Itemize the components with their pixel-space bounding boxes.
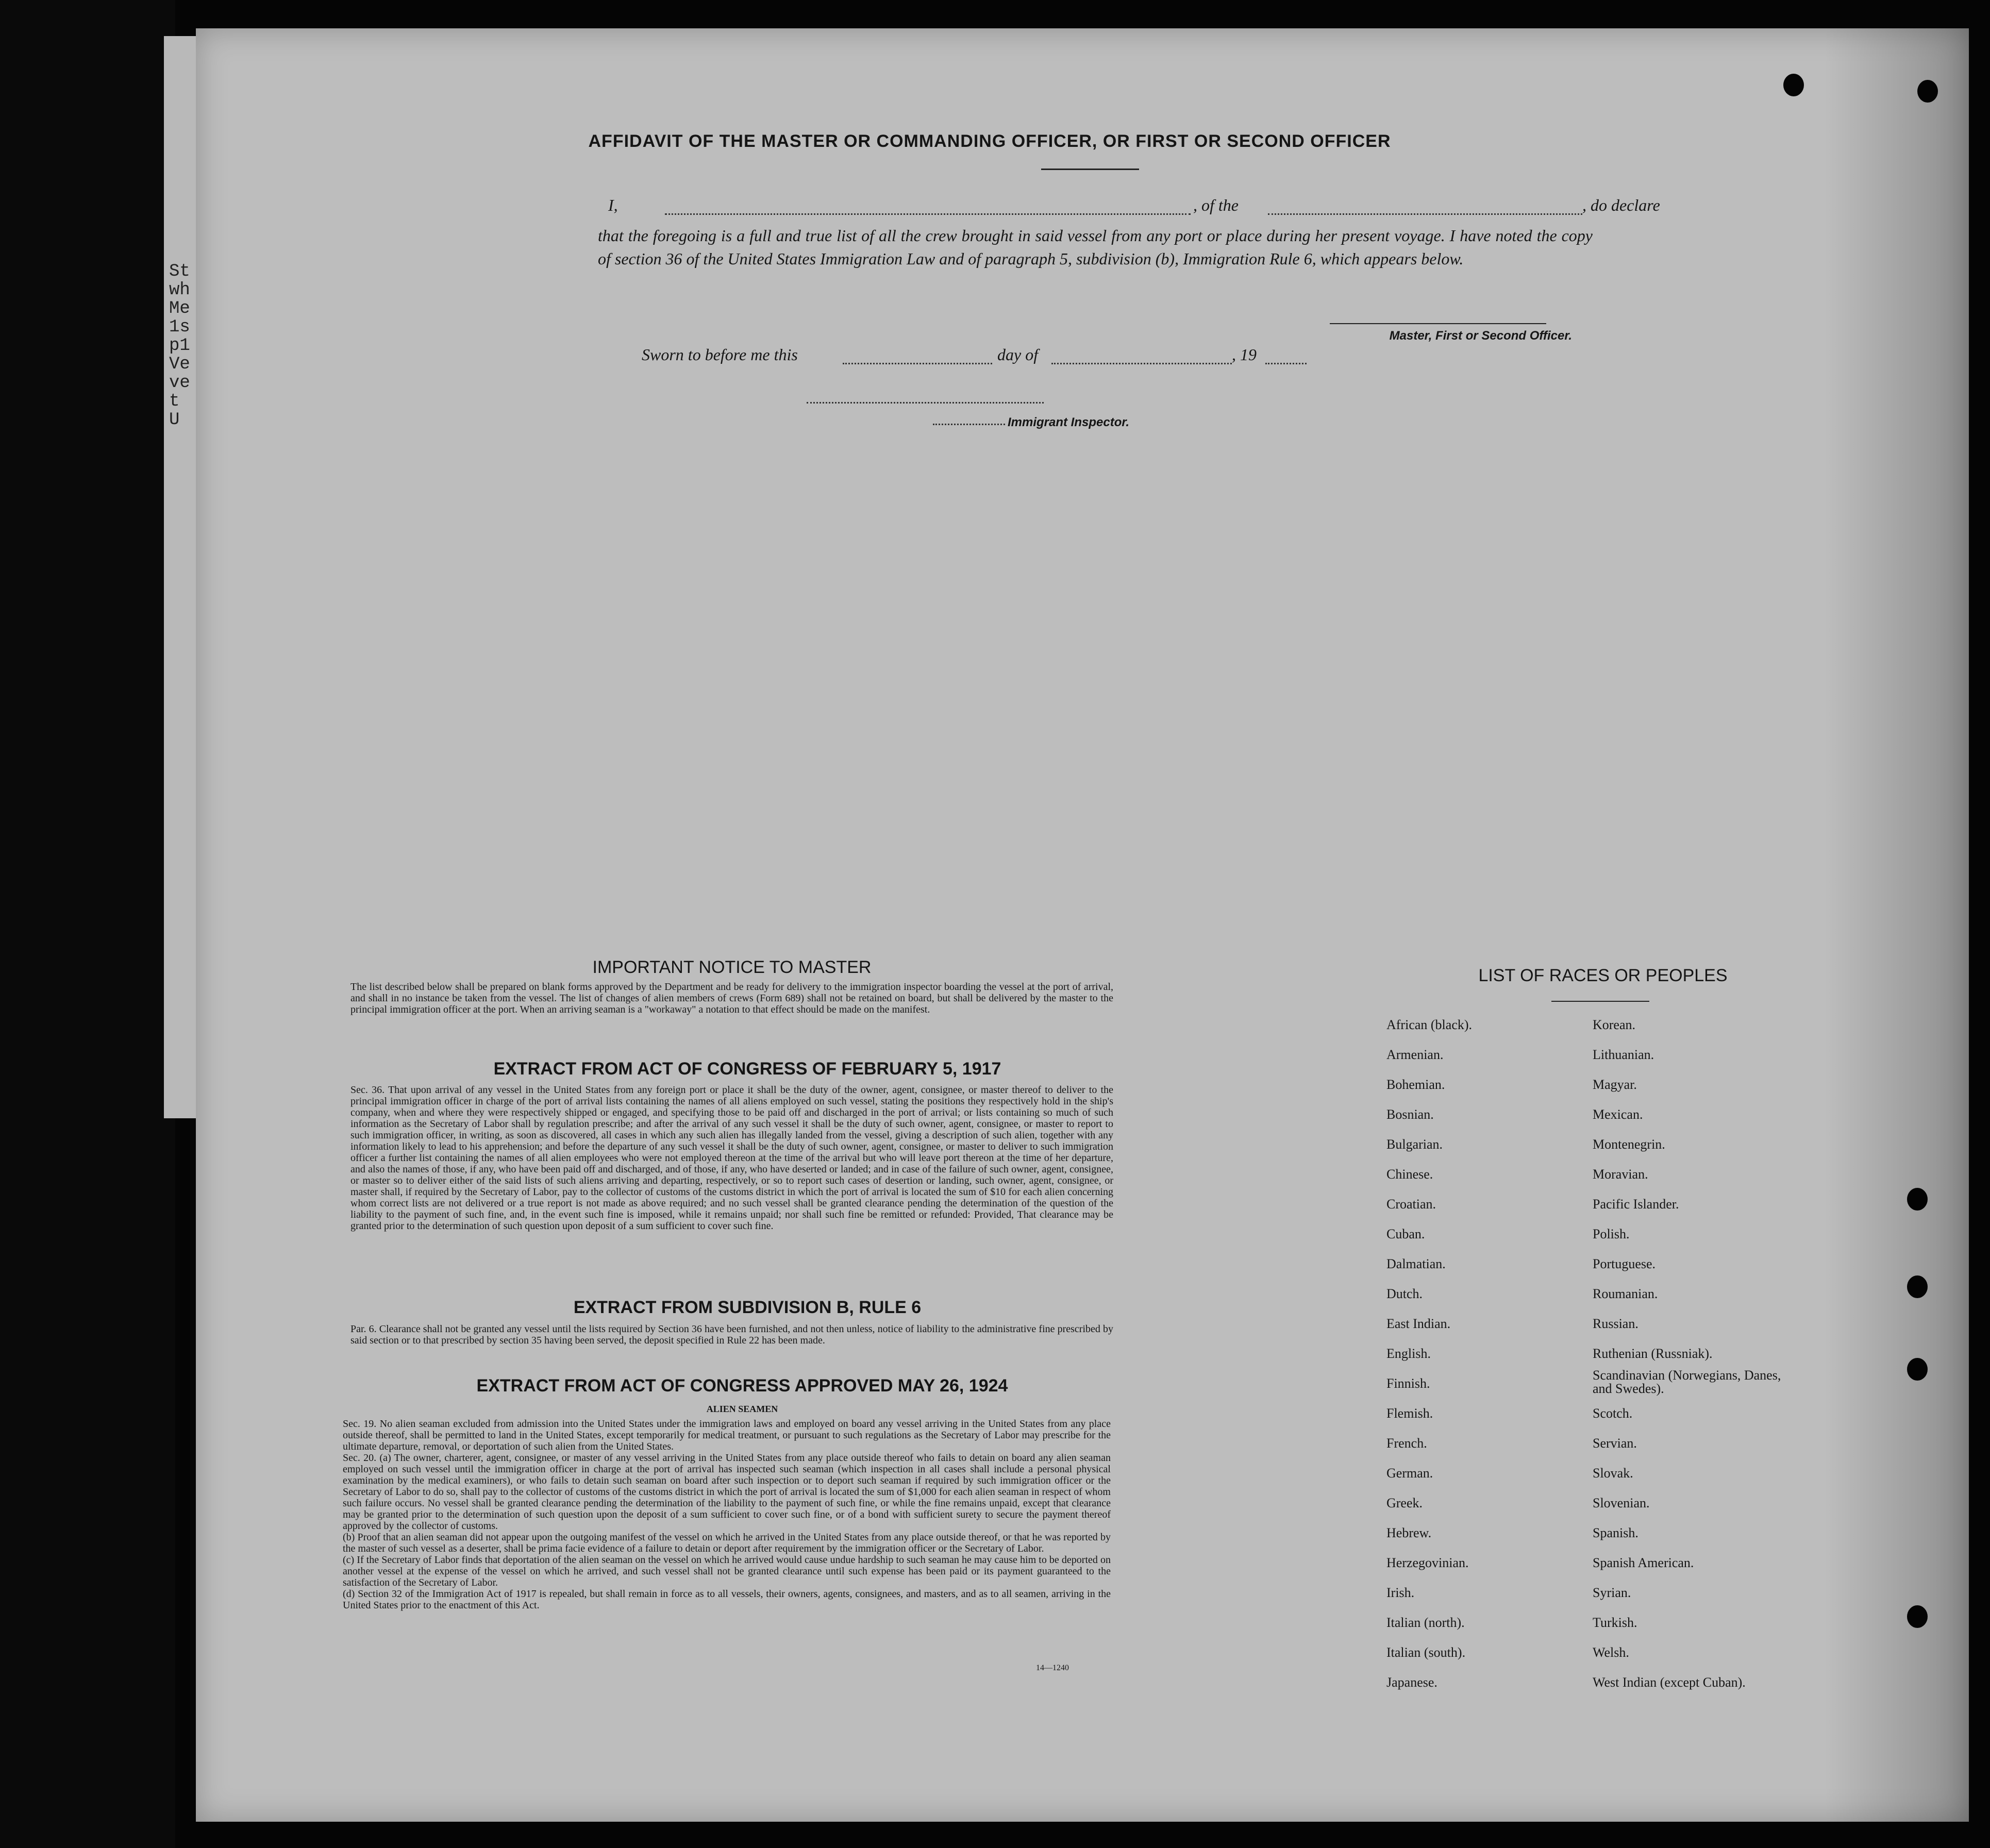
race-item: Spanish. — [1593, 1525, 1638, 1540]
underlying-text-fragment: St — [169, 262, 190, 281]
race-item: Irish. — [1386, 1585, 1415, 1600]
race-item: Herzegovinian. — [1386, 1555, 1469, 1570]
race-item: Turkish. — [1593, 1615, 1637, 1630]
race-item: Hebrew. — [1386, 1525, 1432, 1540]
race-item: Slovenian. — [1593, 1496, 1650, 1510]
race-item: Moravian. — [1593, 1167, 1648, 1182]
race-item: East Indian. — [1386, 1316, 1451, 1331]
sworn-year: , 19 — [1232, 345, 1257, 364]
race-item: French. — [1386, 1436, 1427, 1451]
race-item: Roumanian. — [1593, 1286, 1658, 1301]
sworn-day-of: day of — [997, 345, 1039, 364]
sworn-statement-line — [642, 345, 1312, 368]
form-number: 14—1240 — [1036, 1664, 1069, 1672]
alien-seamen-subtitle: ALIEN SEAMEN — [706, 1404, 778, 1414]
declarant-name-field[interactable] — [665, 213, 1191, 215]
inspector-signature-line-2[interactable] — [933, 424, 1005, 425]
race-item: African (black). — [1386, 1017, 1473, 1032]
declarant-prefix: I, — [608, 196, 618, 214]
underlying-text-fragment: Ve — [169, 355, 190, 374]
race-item: Flemish. — [1386, 1406, 1433, 1421]
master-signature-label: Master, First or Second Officer. — [1389, 329, 1572, 343]
underlying-text-fragment: wh — [169, 280, 190, 300]
sworn-year-field[interactable] — [1265, 363, 1307, 364]
race-item: Syrian. — [1593, 1585, 1631, 1600]
race-item: Bosnian. — [1386, 1107, 1434, 1122]
race-item: Armenian. — [1386, 1047, 1444, 1062]
extract-1917-text: Sec. 36. That upon arrival of any vessel in the United States from any foreign port or place it shall be the duty of the owner, agent, consignee, or master thereof to deliver to the principal immigration officer in charge of the port of arrival lists containing the names of all aliens employed on such vessel, stating the positions they respectively hold in the ship's company, when and where they were respectively shipped or engaged, and specifying those to be paid off and discharged in the port of arrival; or lists containing so much of such information as the Secretary of Labor shall by regulation prescribe; and after the arrival of any such vessel it shall be the duty of such owner, agent, consignee, or master to report to such immigration officer, in writing, as soon as discovered, all cases in which any such alien has illegally landed from the vessel, giving a description of such alien, together with any information likely to lead to his apprehension; and before the departure of any such vessel it shall be the duty of such owner, agent, consignee, or master to deliver to such immigration officer a further list containing the names of all alien employees who were not employed thereon at the time of the arrival but who will leave port thereon at the time of her departure, and also the names of those, if any, who have been paid off and discharged, and of those, if any, who have deserted or landed; and in case of the failure of such owner, agent, consignee, or master so to deliver either of the said lists of such aliens arriving and departing, respectively, or so to report such cases of desertion or landing, such owner, agent, consignee, or master shall, if required by the Secretary of Labor, pay to the collector of customs of the customs district in which the port of arrival is located the sum of $10 for each alien concerning whom correct lists are not delivered or a true report is not made as above required; and no such vessel shall be granted clearance pending the determination of the question of the liability to the payment of such fine, and, in the event such fine is imposed, while it remains unpaid; nor shall such fine be remitted or refunded: Provided, That clearance may be granted prior to the determination of such question upon deposit of a sum sufficient to cover such fine. — [350, 1084, 1113, 1232]
punch-hole — [1783, 74, 1804, 96]
underlying-text-fragment: 1s — [169, 317, 190, 337]
race-item: Polish. — [1593, 1227, 1630, 1241]
races-title: LIST OF RACES OR PEOPLES — [1478, 966, 1728, 985]
race-item: Welsh. — [1593, 1645, 1629, 1660]
punch-hole — [1907, 1605, 1928, 1628]
race-item: Cuban. — [1386, 1227, 1425, 1241]
sworn-prefix: Sworn to before me this — [642, 345, 798, 364]
races-column-left — [1386, 1010, 1472, 1698]
punch-hole — [1907, 1188, 1928, 1211]
sworn-day-field[interactable] — [843, 363, 992, 364]
extract-rule6-title: EXTRACT FROM SUBDIVISION B, RULE 6 — [573, 1298, 922, 1317]
extract-1924-text — [343, 1418, 1111, 1611]
underlying-text-fragment: t — [169, 392, 180, 411]
underlying-text-fragment: Me — [169, 299, 190, 318]
sec-20a-text: Sec. 20. (a) The owner, charterer, agent, consignee, or master of any vessel arriving in the United States from any place outside thereof who fails to detain on board any alien seaman employed on such vessel until the immigration officer in charge at the port of arrival has inspected such seaman (which inspection in all cases shall include a personal physical examination by the medical examiners), or who fails to detain such seaman on board after such inspection or to deport such seaman if required by such immigration officer or the Secretary of Labor to do so, shall pay to the collector of customs of the customs district in which the port of arrival is located the sum of $1,000 for each alien seaman in respect of whom such failure occurs. No vessel shall be granted clearance pending the determination of the liability to the payment of such fine, or while the fine remains unpaid, except that clearance may be granted prior to the determination of such question upon the deposit of a sum sufficient to cover such fine, or of a bond with sufficient surety to secure the payment thereof approved by the collector of customs. — [343, 1452, 1111, 1532]
signature-line[interactable] — [1330, 323, 1546, 324]
race-item: Ruthenian (Russniak). — [1593, 1346, 1713, 1361]
punch-hole — [1907, 1275, 1928, 1298]
vessel-prefix: , of the — [1193, 196, 1239, 214]
race-item: Italian (north). — [1386, 1615, 1465, 1630]
race-item: Korean. — [1593, 1017, 1636, 1032]
race-item: Bulgarian. — [1386, 1137, 1443, 1152]
race-item: Slovak. — [1593, 1466, 1633, 1481]
race-item: Portuguese. — [1593, 1256, 1656, 1271]
scan-dark-edge — [0, 0, 175, 1848]
race-item: West Indian (except Cuban). — [1593, 1675, 1746, 1690]
race-item: Greek. — [1386, 1496, 1423, 1510]
race-item: Dutch. — [1386, 1286, 1423, 1301]
punch-hole — [1917, 80, 1938, 103]
races-title-rule — [1551, 1001, 1649, 1002]
race-item: Scotch. — [1593, 1406, 1633, 1421]
notice-text: The list described below shall be prepared on blank forms approved by the Department and be ready for delivery to the immigration inspector boarding the vessel at the port of arrival, and shall in no instance be taken from the vessel. The list of changes of alien members of crews (Form 689) shall not be retained on board, but shall be delivered by the master to the principal immigration officer at the port. When an arriving seaman is a "workaway" a notation to that effect should be made on the manifest. — [350, 981, 1113, 1015]
vessel-name-field[interactable] — [1268, 213, 1582, 215]
race-item: Dalmatian. — [1386, 1256, 1446, 1271]
race-item: Pacific Islander. — [1593, 1197, 1679, 1212]
extract-1924-title: EXTRACT FROM ACT OF CONGRESS APPROVED MAY 26, 1924 — [476, 1376, 1008, 1396]
underlying-text-fragment: U — [169, 410, 180, 430]
race-item: Japanese. — [1386, 1675, 1437, 1690]
race-item: Russian. — [1593, 1316, 1638, 1331]
race-item: Finnish. — [1386, 1376, 1430, 1391]
race-item: Croatian. — [1386, 1197, 1436, 1212]
race-item: English. — [1386, 1346, 1431, 1361]
inspector-signature-line[interactable] — [807, 402, 1044, 404]
extract-rule6-text: Par. 6. Clearance shall not be granted any vessel until the lists required by Section 36 have been furnished, and not then unless, notice of liability to the administrative fine prescribed by said section or to that prescribed by section 35 having been served, the deposit specified in Rule 22 has been made. — [350, 1323, 1113, 1346]
affidavit-title: AFFIDAVIT OF THE MASTER OR COMMANDING OFFICER, OR FIRST OR SECOND OFFICER — [588, 131, 1391, 151]
underlying-text-fragment: ve — [169, 373, 190, 393]
sec-20c-text: (c) If the Secretary of Labor finds that deportation of the alien seaman on the vessel on which he arrived would cause undue hardship to such seaman he may cause him to be deported on another vessel at the expense of the vessel on which he arrived, and such vessel shall not be granted clearance until such expense has been paid or its payment guaranteed to the satisfaction of the Secretary of Labor. — [343, 1554, 1111, 1588]
declare-suffix: , do declare — [1582, 196, 1660, 214]
races-column-right — [1593, 1010, 1788, 1698]
underlying-text-fragment: p1 — [169, 336, 190, 356]
notice-title: IMPORTANT NOTICE TO MASTER — [592, 957, 872, 977]
affidavit-body: that the foregoing is a full and true list of all the crew brought in said vessel from any port or place during her present voyage. I have noted the copy of section 36 of the United States Immigration Law and of paragraph 5, subdivision (b), Immigration Rule 6, which appears below. — [598, 226, 1593, 268]
race-item: Magyar. — [1593, 1077, 1637, 1092]
race-item: Chinese. — [1386, 1167, 1433, 1182]
title-rule — [1041, 169, 1139, 170]
extract-1917-title: EXTRACT FROM ACT OF CONGRESS OF FEBRUARY 5, 1917 — [493, 1059, 1001, 1079]
race-item: Bohemian. — [1386, 1077, 1445, 1092]
race-item: Scandinavian (Norwegians, Danes, and Swedes). — [1593, 1368, 1781, 1396]
punch-hole — [1907, 1358, 1928, 1381]
sec-19-text: Sec. 19. No alien seaman excluded from admission into the United States under the immigration laws and employed on board any vessel arriving in the United States from any place outside thereof, shall be permitted to land in the United States, except temporarily for medical treatment, or pursuant to such regulations as the Secretary of Labor may prescribe for the ultimate departure, removal, or deportation of such alien from the United States. — [343, 1418, 1111, 1452]
race-item: Mexican. — [1593, 1107, 1643, 1122]
sec-20b-text: (b) Proof that an alien seaman did not appear upon the outgoing manifest of the vessel on which he arrived in the United States from any place outside thereof, or that he was reported by the master of such vessel as a deserter, shall be prima facie evidence of a failure to detain or deport after requirement by the immigration officer or the Secretary of Labor. — [343, 1532, 1111, 1554]
race-item: Montenegrin. — [1593, 1137, 1665, 1152]
race-item: Italian (south). — [1386, 1645, 1466, 1660]
immigrant-inspector-label: Immigrant Inspector. — [1008, 415, 1130, 429]
race-item: Lithuanian. — [1593, 1047, 1654, 1062]
sworn-month-field[interactable] — [1051, 363, 1232, 364]
affidavit-declaration-line — [608, 196, 1660, 219]
sec-20d-text: (d) Section 32 of the Immigration Act of 1917 is repealed, but shall remain in force as to all vessels, their owners, agents, consignees, and masters, and as to all seamen, arriving in the United States prior to the enactment of this Act. — [343, 1588, 1111, 1611]
race-item: German. — [1386, 1466, 1433, 1481]
race-item: Spanish American. — [1593, 1555, 1694, 1570]
race-item: Servian. — [1593, 1436, 1637, 1451]
